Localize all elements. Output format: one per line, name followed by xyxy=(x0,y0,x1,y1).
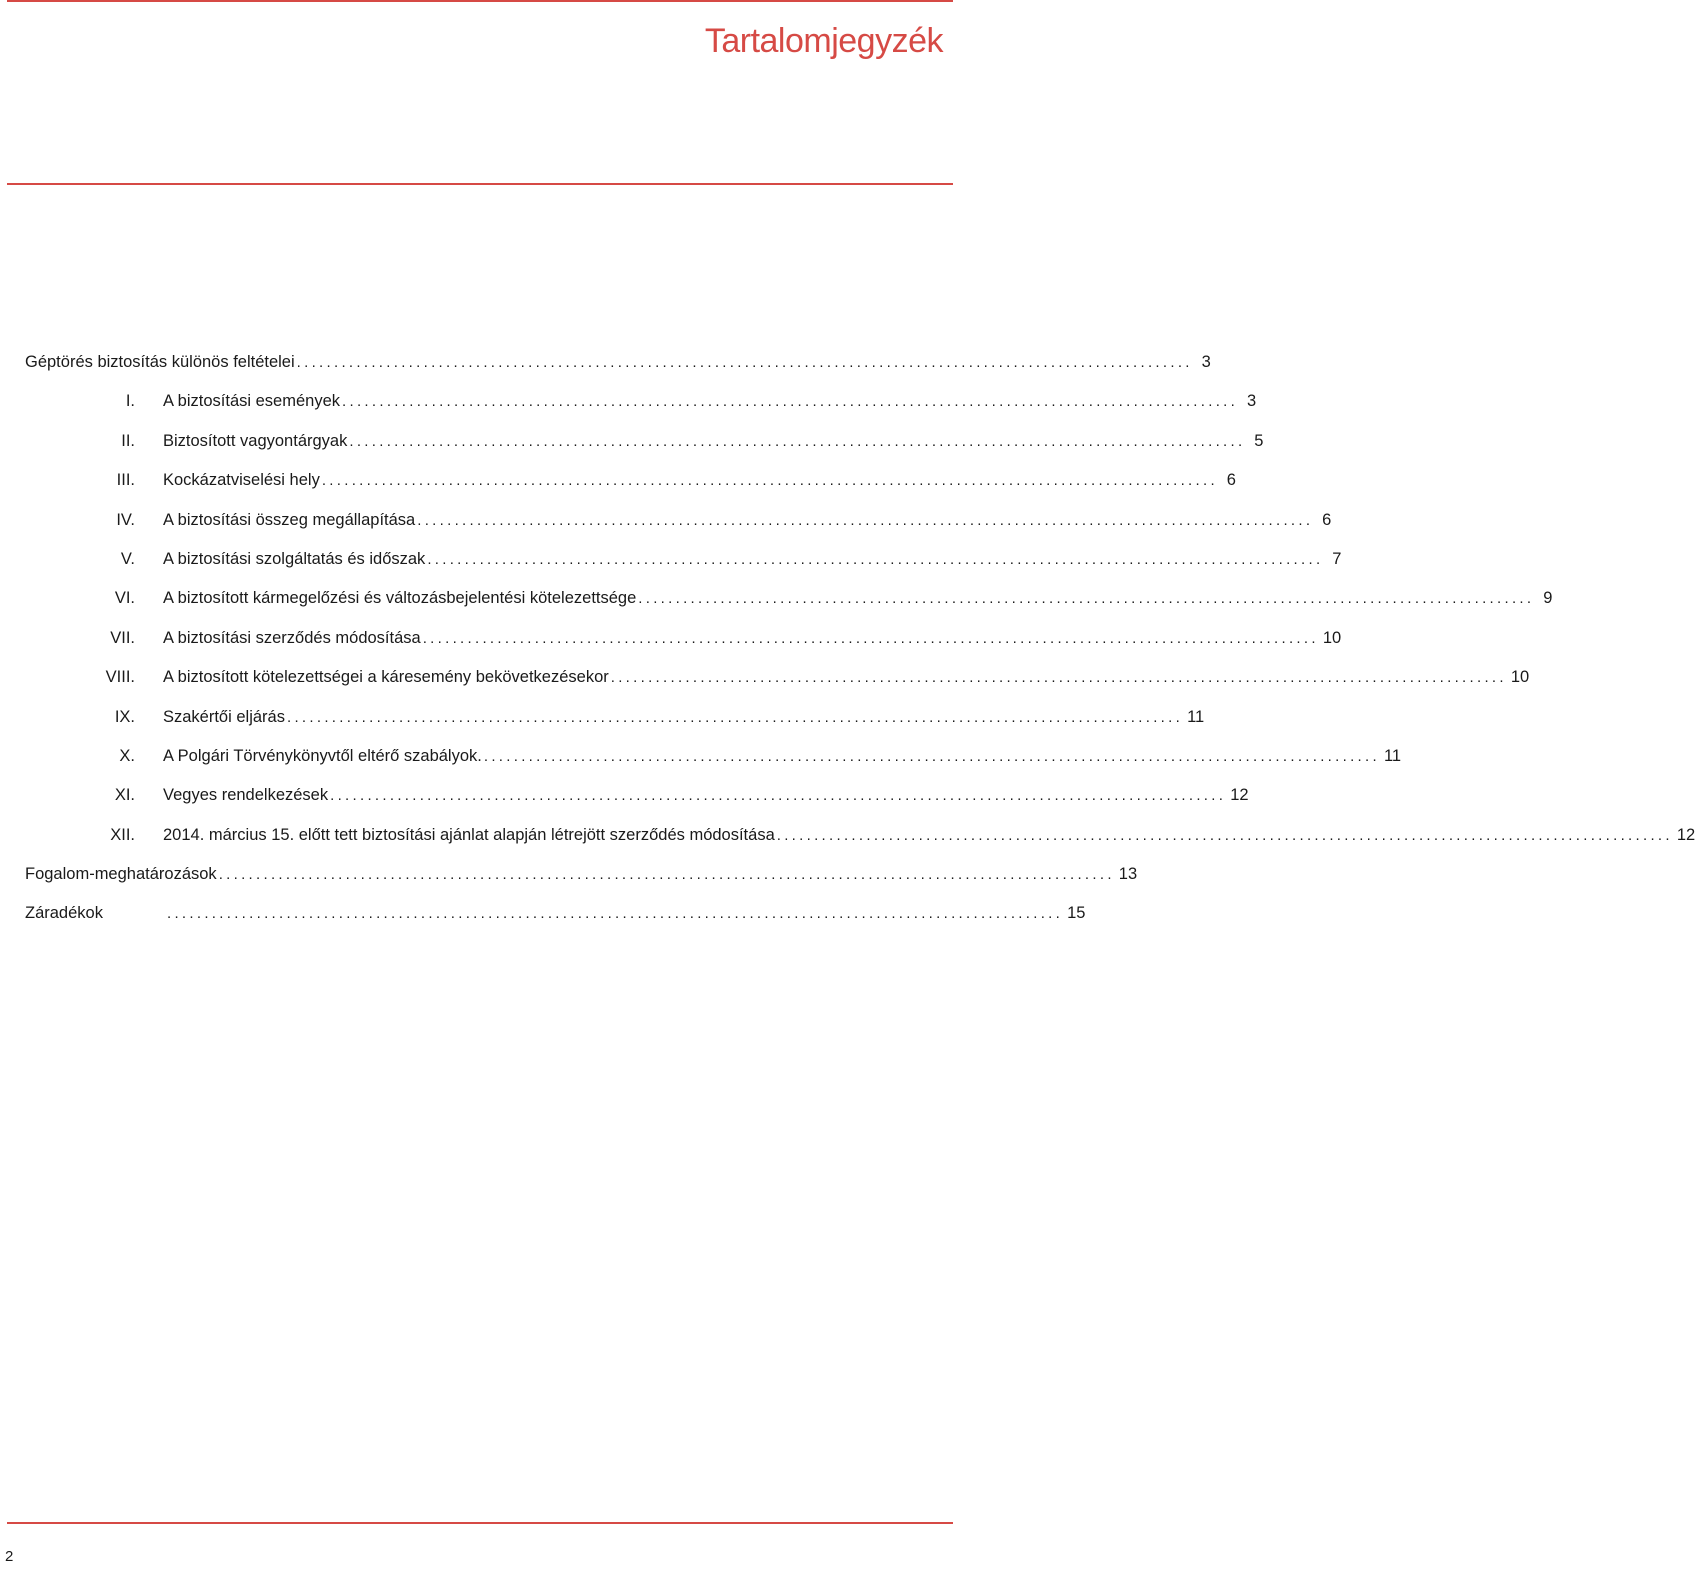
toc-entry-title: A biztosított kármegelőzési és változásbejelentési kötelezettsége xyxy=(163,589,637,608)
toc-dot-leader: ........................................................................................................................ xyxy=(776,826,1673,844)
toc-entry-page: 6 xyxy=(1226,471,1236,490)
page-number: 2 xyxy=(5,1548,14,1565)
toc-entry-number: V. xyxy=(120,549,135,568)
toc-entry-number: VIII. xyxy=(105,668,135,687)
toc-dot-leader: ........................................................................................................................ xyxy=(167,905,1064,923)
page-title: Tartalomjegyzék xyxy=(704,22,943,60)
toc-entry-title: A biztosítási szerződés módosítása xyxy=(163,628,421,647)
toc-entry-title: A biztosítási összeg megállapítása xyxy=(163,510,416,529)
toc-entry-number: X. xyxy=(119,746,135,765)
toc-entry-i[interactable] xyxy=(25,391,1257,430)
toc-entry-title: Záradékok xyxy=(25,904,103,923)
toc-entry-title: Biztosított vagyontárgyak xyxy=(163,431,348,450)
toc-entry-number: I. xyxy=(125,392,135,411)
toc-dot-leader: ........................................................................................................................ xyxy=(638,590,1535,608)
toc-entry-title: Szakértői eljárás xyxy=(163,707,285,726)
toc-entry-number: II. xyxy=(121,431,135,450)
toc-entry-page: 11 xyxy=(1383,746,1402,765)
toc-dot-leader: ........................................................................................................................ xyxy=(330,787,1227,805)
toc-entry-page: 10 xyxy=(1510,668,1530,687)
toc-entry-title: A biztosítási események xyxy=(163,392,341,411)
toc-entry-x[interactable] xyxy=(25,746,1402,785)
toc-entry-viii[interactable] xyxy=(25,667,1530,706)
toc-entry-vii[interactable] xyxy=(25,628,1342,667)
toc-entry-fogalom[interactable] xyxy=(25,864,1138,903)
toc-entry-title: 2014. március 15. előtt tett biztosítási ajánlat alapján létrejött szerződés módosítása xyxy=(163,825,775,844)
toc-entry-title: A Polgári Törvénykönyvtől eltérő szabályok. xyxy=(163,746,482,765)
toc-entry-ii[interactable] xyxy=(25,431,1264,470)
toc-entry-iii[interactable] xyxy=(25,470,1236,509)
toc-entry-number: XI. xyxy=(114,786,135,805)
toc-dot-leader: ........................................................................................................................ xyxy=(422,629,1319,647)
toc-entry-page: 15 xyxy=(1067,904,1086,923)
toc-entry-page: 12 xyxy=(1230,786,1249,805)
toc-entry-iv[interactable] xyxy=(25,510,1332,549)
toc-entry-ix[interactable] xyxy=(25,707,1205,746)
toc-entry-title: Kockázatviselési hely xyxy=(163,471,320,490)
toc-entry-page: 13 xyxy=(1118,865,1138,884)
toc-entry-number: IV. xyxy=(116,510,135,529)
title-divider xyxy=(7,183,953,185)
toc-dot-leader: ........................................................................................................................ xyxy=(342,393,1239,411)
top-divider xyxy=(7,0,953,2)
toc-entry-zaradekok[interactable] xyxy=(25,903,1086,942)
toc-entry-page: 9 xyxy=(1543,589,1553,608)
toc-entry-title: Vegyes rendelkezések xyxy=(163,786,329,805)
toc-dot-leader: ........................................................................................................................ xyxy=(296,354,1193,371)
toc-entry-vi[interactable] xyxy=(25,588,1553,627)
toc-entry-page: 3 xyxy=(1201,353,1211,371)
toc-dot-leader: ........................................................................................................................ xyxy=(349,432,1246,450)
toc-entry-title: A biztosítási szolgáltatás és időszak xyxy=(163,549,426,568)
toc-dot-leader: ........................................................................................................................ xyxy=(483,747,1380,765)
toc-dot-leader: ........................................................................................................................ xyxy=(286,708,1184,726)
toc-entry-number: III. xyxy=(116,471,135,490)
toc-entry-page: 10 xyxy=(1322,628,1342,647)
toc-entry-title: Géptörés biztosítás különös feltételei xyxy=(25,353,295,371)
toc-entry-page: 7 xyxy=(1332,549,1342,568)
toc-entry-number: XII. xyxy=(110,825,135,844)
toc-entry-v[interactable] xyxy=(25,549,1342,588)
toc-entry-page: 5 xyxy=(1254,431,1264,450)
toc-entry-number: IX. xyxy=(114,707,135,726)
toc-entry-xii[interactable] xyxy=(25,825,1695,864)
table-of-contents xyxy=(25,352,1695,943)
toc-entry-title: A biztosított kötelezettségei a káresemény bekövetkezésekor xyxy=(163,668,609,687)
toc-entry-number: VII. xyxy=(110,628,135,647)
toc-entry-title: Fogalom-meghatározások xyxy=(25,865,217,884)
toc-dot-leader: ........................................................................................................................ xyxy=(218,866,1115,884)
toc-dot-leader: ........................................................................................................................ xyxy=(610,669,1507,687)
toc-entry-page: 6 xyxy=(1322,510,1332,529)
toc-entry-page: 12 xyxy=(1676,825,1695,844)
toc-entry-xi[interactable] xyxy=(25,785,1249,824)
toc-entry-page: 3 xyxy=(1246,392,1257,411)
toc-dot-leader: ........................................................................................................................ xyxy=(427,550,1324,568)
toc-entry-page: 11 xyxy=(1187,707,1205,726)
toc-dot-leader: ........................................................................................................................ xyxy=(417,511,1314,529)
footer-divider xyxy=(7,1522,953,1524)
toc-entry-number: VI. xyxy=(114,589,135,608)
toc-entry-geptores[interactable] xyxy=(25,352,1211,391)
toc-dot-leader: ........................................................................................................................ xyxy=(321,472,1218,490)
